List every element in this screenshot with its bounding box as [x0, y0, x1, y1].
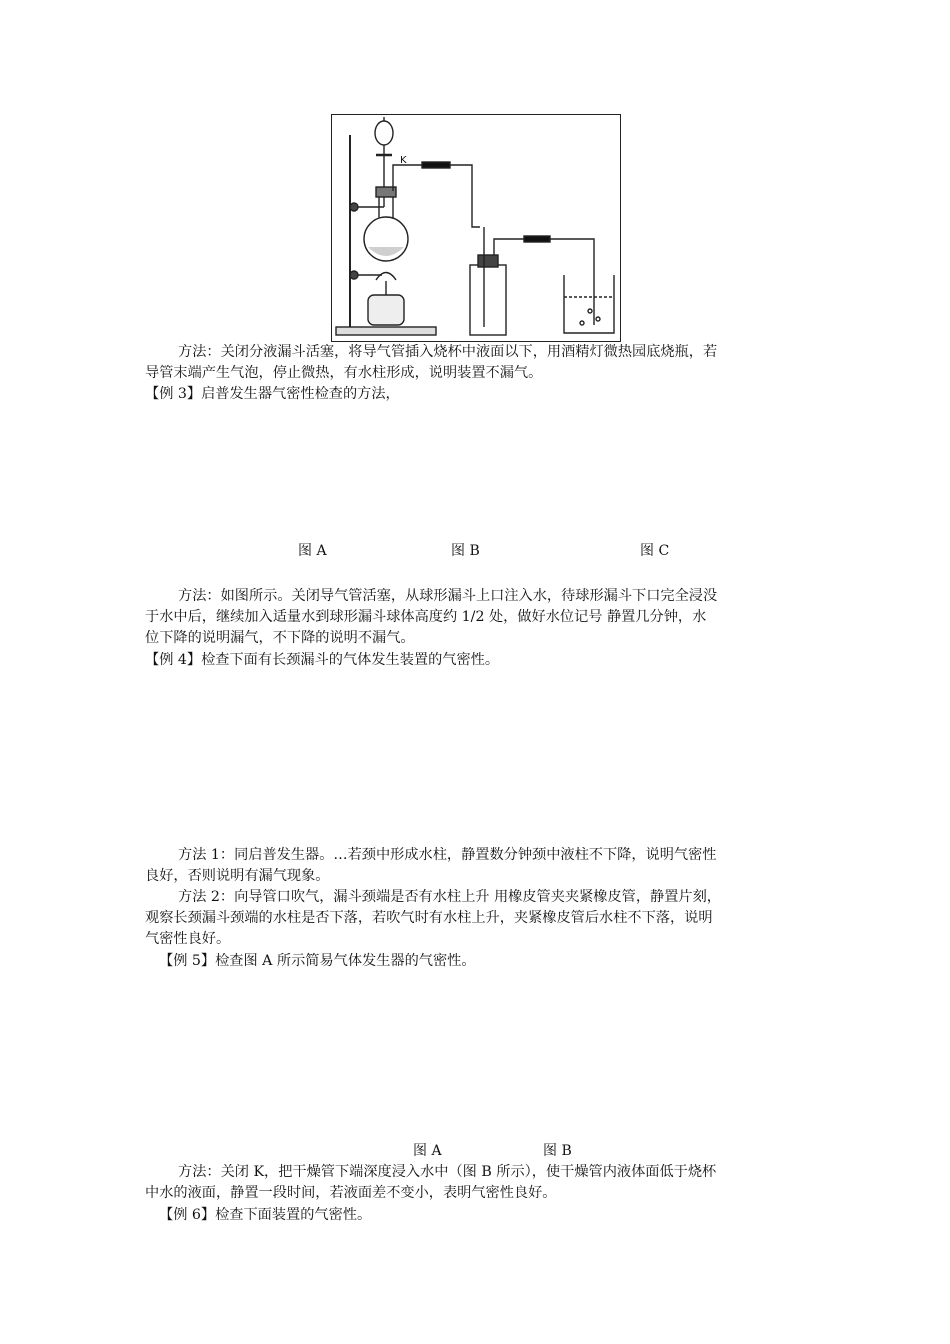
separatory-funnel: [375, 121, 393, 145]
rubber-tube-2: [524, 236, 550, 242]
method-paragraph-3-line-3: 位下降的说明漏气，不下降的说明不漏气。: [145, 630, 415, 646]
valve-k-label: K: [400, 155, 407, 166]
method-paragraph-1-line-1: 方法：关闭分液漏斗活塞，将导气管插入烧杯中液面以下，用酒精灯微热园底烧瓶，若: [178, 344, 718, 360]
delivery-tube-1: [393, 165, 480, 227]
method-paragraph-5-line-1: 方法：关闭 K，把干燥管下端深度浸入水中（图 B 所示），使干燥管内液体面低于烧杯: [178, 1164, 717, 1180]
rubber-tube-1: [422, 162, 450, 168]
lamp-flame: [376, 273, 396, 281]
method-4-2-line-1: 方法 2：向导管口吹气，漏斗颈端是否有水柱上升 用橡皮管夹夹紧橡皮管，静置片刻，: [178, 889, 721, 905]
figure-5-caption-b: 图 B: [543, 1143, 572, 1159]
method-4-2-line-3: 气密性良好。: [145, 931, 231, 947]
alcohol-lamp: [368, 295, 404, 325]
example-5-title: 【例 5】检查图 A 所示简易气体发生器的气密性。: [159, 953, 476, 969]
method-paragraph-3-line-1: 方法：如图所示。关闭导气管活塞，从球形漏斗上口注入水，待球形漏斗下口完全浸没: [178, 588, 718, 604]
figure-5-caption-a: 图 A: [413, 1143, 442, 1159]
figure-caption-c: 图 C: [640, 543, 670, 559]
example-3-title: 【例 3】启普发生器气密性检查的方法，: [145, 386, 400, 402]
figure-caption-a: 图 A: [298, 543, 327, 559]
apparatus-figure: [331, 114, 621, 342]
figure-caption-b: 图 B: [451, 543, 480, 559]
wash-bottle: [470, 265, 506, 335]
bottle-stopper: [478, 255, 498, 267]
method-paragraph-1-line-2: 导管末端产生气泡，停止微热，有水柱形成，说明装置不漏气。: [145, 365, 543, 381]
apparatus-drawing: [332, 115, 620, 341]
method-paragraph-5-line-2: 中水的液面，静置一段时间，若液面差不变小，表明气密性良好。: [145, 1185, 557, 1201]
method-4-2-line-2: 观察长颈漏斗颈端的水柱是否下落，若吹气时有水柱上升，夹紧橡皮管后水柱不下落，说明: [145, 910, 713, 926]
method-paragraph-3-line-2: 于水中后，继续加入适量水到球形漏斗球体高度约 1/2 处，做好水位记号 静置几分钟，水: [145, 609, 707, 625]
beaker: [564, 275, 614, 333]
method-4-1-line-1: 方法 1：同启普发生器。…若颈中形成水柱，静置数分钟颈中液柱不下降，说明气密性: [178, 847, 717, 863]
delivery-tube-2: [494, 239, 594, 325]
example-4-title: 【例 4】检查下面有长颈漏斗的气体发生装置的气密性。: [145, 652, 500, 668]
method-4-1-line-2: 良好，否则说明有漏气现象。: [145, 868, 330, 884]
example-6-title: 【例 6】检查下面装置的气密性。: [159, 1207, 372, 1223]
stand-base: [336, 327, 436, 335]
